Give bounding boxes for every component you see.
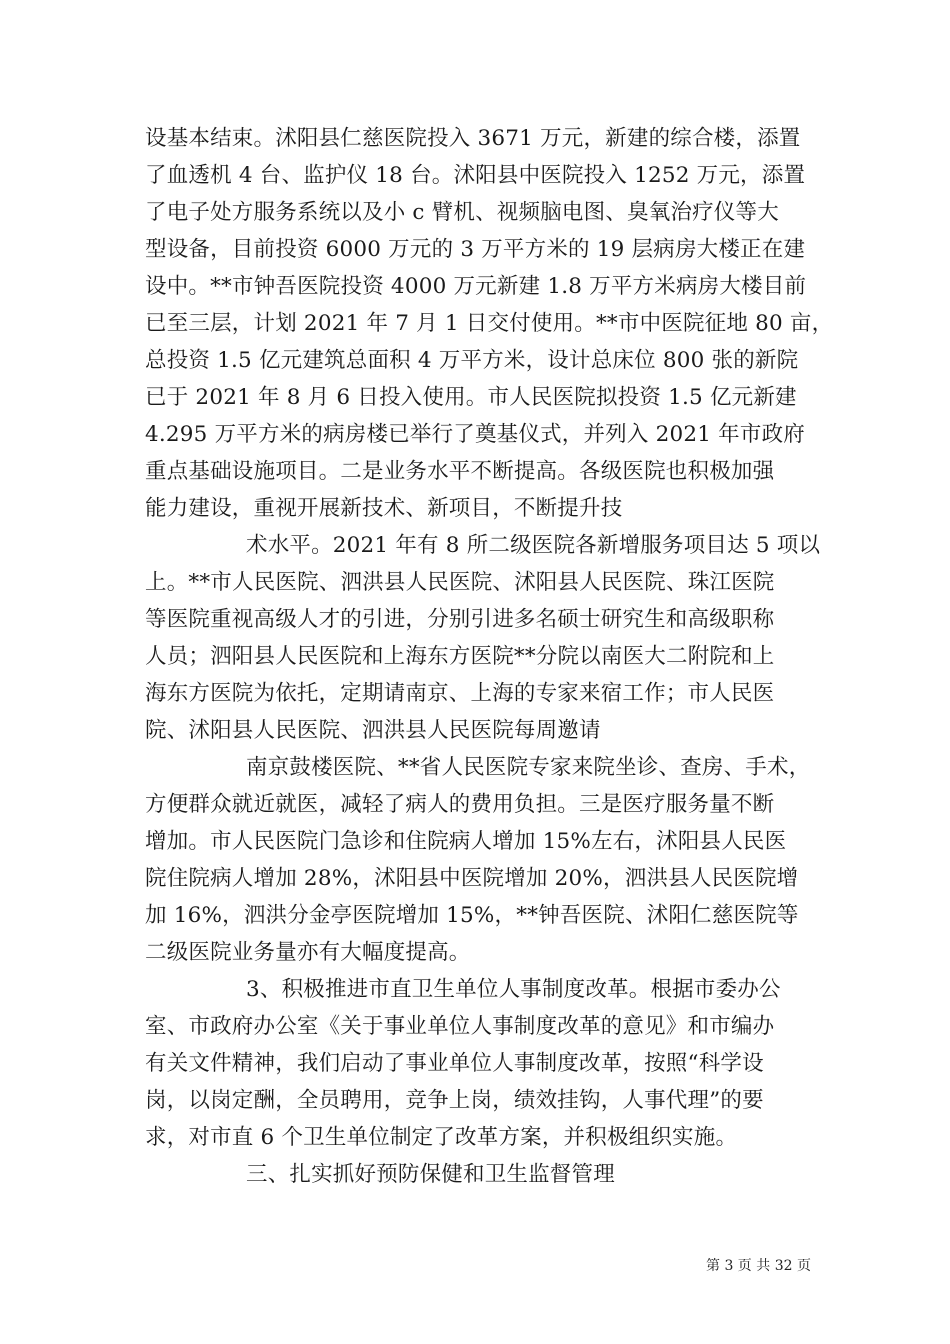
page-number-footer: 第 3 页 共 32 页	[706, 1258, 811, 1274]
body-line: 已于 2021 年 8 月 6 日投入使用。市人民医院拟投资 1.5 亿元新建	[145, 385, 797, 410]
body-line: 人员；泗阳县人民医院和上海东方医院**分院以南医大二附院和上	[145, 644, 775, 669]
body-line: 海东方医院为依托，定期请南京、上海的专家来宿工作；市人民医	[145, 681, 775, 706]
body-line: 型设备，目前投资 6000 万元的 3 万平方米的 19 层病房大楼正在建	[145, 237, 806, 262]
body-line: 方便群众就近就医，减轻了病人的费用负担。三是医疗服务量不断	[145, 792, 775, 817]
body-line: 加 16%，泗洪分金亭医院增加 15%，**钟吾医院、沭阳仁慈医院等	[145, 903, 799, 928]
body-line: 了血透机 4 台、监护仪 18 台。沭阳县中医院投入 1252 万元，添置	[145, 163, 806, 188]
body-line: 二级医院业务量亦有大幅度提高。	[145, 940, 471, 965]
paragraph-start-line: 术水平。2021 年有 8 所二级医院各新增服务项目达 5 项以	[246, 533, 821, 558]
body-line: 增加。市人民医院门急诊和住院病人增加 15%左右，沭阳县人民医	[145, 829, 787, 854]
paragraph-start-line: 南京鼓楼医院、**省人民医院专家来院坐诊、查房、手术，	[246, 755, 811, 780]
body-line: 能力建设，重视开展新技术、新项目，不断提升技	[145, 496, 623, 521]
body-line: 岗，以岗定酬，全员聘用，竞争上岗，绩效挂钩，人事代理”的要	[145, 1088, 764, 1113]
body-line: 总投资 1.5 亿元建筑总面积 4 万平方米，设计总床位 800 张的新院	[145, 348, 799, 373]
body-line: 4.295 万平方米的病房楼已举行了奠基仪式，并列入 2021 年市政府	[145, 422, 805, 447]
body-line: 院、沭阳县人民医院、泗洪县人民医院每周邀请	[145, 718, 601, 743]
body-line: 设中。**市钟吾医院投资 4000 万元新建 1.8 万平方米病房大楼目前	[145, 274, 807, 299]
body-line: 了电子处方服务系统以及小 c 臂机、视频脑电图、臭氧治疗仪等大	[145, 200, 779, 225]
body-line: 上。**市人民医院、泗洪县人民医院、沭阳县人民医院、珠江医院	[145, 570, 775, 595]
body-line: 设基本结束。沭阳县仁慈医院投入 3671 万元，新建的综合楼，添置	[145, 126, 801, 151]
paragraph-start-line: 3、积极推进市直卫生单位人事制度改革。根据市委办公	[246, 977, 781, 1002]
body-line: 等医院重视高级人才的引进，分别引进多名硕士研究生和高级职称	[145, 607, 775, 632]
body-line: 已至三层，计划 2021 年 7 月 1 日交付使用。**市中医院征地 80 亩，	[145, 311, 834, 336]
body-line: 有关文件精神，我们启动了事业单位人事制度改革，按照“科学设	[145, 1051, 764, 1076]
body-line: 求，对市直 6 个卫生单位制定了改革方案，并积极组织实施。	[145, 1125, 738, 1150]
section-heading: 三、扎实抓好预防保健和卫生监督管理	[246, 1162, 615, 1187]
body-line: 院住院病人增加 28%，沭阳县中医院增加 20%，泗洪县人民医院增	[145, 866, 799, 891]
body-line: 室、市政府办公室《关于事业单位人事制度改革的意见》和市编办	[145, 1014, 775, 1039]
body-line: 重点基础设施项目。二是业务水平不断提高。各级医院也积极加强	[145, 459, 775, 484]
